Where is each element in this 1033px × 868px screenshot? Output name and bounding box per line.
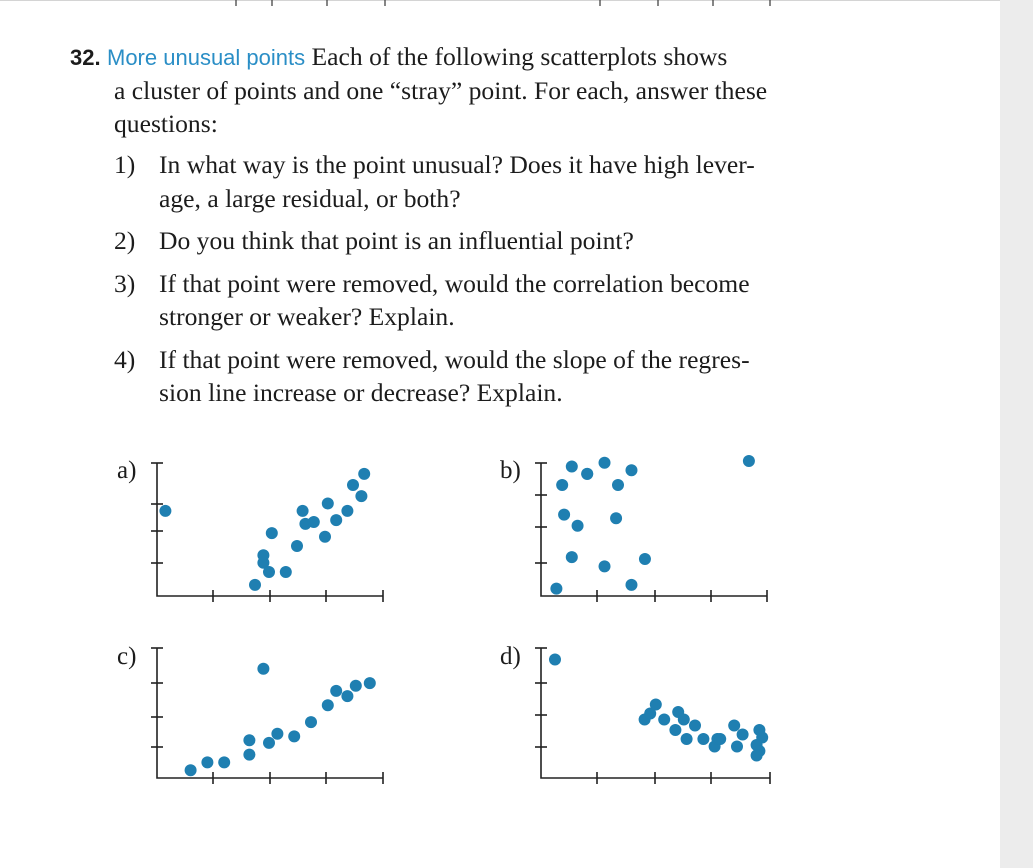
data-point	[330, 514, 342, 526]
data-point	[731, 741, 743, 753]
data-point	[263, 566, 275, 578]
data-point	[743, 455, 755, 467]
data-point	[159, 505, 171, 517]
data-point	[280, 566, 292, 578]
scatterplot-a	[151, 463, 383, 602]
data-point	[263, 737, 275, 749]
data-point	[678, 714, 690, 726]
data-point	[243, 734, 255, 746]
data-point	[271, 728, 283, 740]
plot-c-label: c)	[117, 643, 137, 670]
question-text-line-1: In what way is the point unusual? Does it have high lever-	[159, 150, 755, 179]
problem-intro-line-1: Each of the following scatterplots shows	[311, 42, 728, 71]
data-point	[689, 720, 701, 732]
plot-b-label: b)	[500, 457, 521, 484]
data-point	[697, 733, 709, 745]
data-point	[612, 479, 624, 491]
data-point	[639, 553, 651, 565]
question-number: 3)	[114, 268, 136, 298]
question-text-line-2: sion line increase or decrease? Explain.	[159, 378, 563, 407]
data-point	[650, 699, 662, 711]
data-point	[322, 498, 334, 510]
data-point	[599, 560, 611, 572]
data-point	[728, 720, 740, 732]
question-text-line-2: age, a large residual, or both?	[159, 183, 461, 213]
question-text-line-1: If that point were removed, would the slope of the regres-	[159, 344, 750, 374]
data-point	[218, 756, 230, 768]
question-text-line-1: If that point were removed, would the correlation become	[159, 268, 750, 298]
data-point	[243, 749, 255, 761]
data-point	[737, 729, 749, 741]
question-text-line-2: stronger or weaker? Explain.	[159, 302, 455, 331]
axes	[157, 648, 383, 778]
question-number: 4)	[114, 344, 136, 374]
plot-d-label: d)	[500, 643, 521, 670]
scatterplot-d	[535, 648, 770, 784]
data-point	[581, 468, 593, 480]
question-text-line-1: Do you think that point is an influential point?	[159, 226, 634, 255]
problem-intro-line-2: a cluster of points and one “stray” point. For each, answer these	[114, 76, 768, 105]
question-number: 1)	[114, 150, 136, 179]
data-point	[249, 579, 261, 591]
data-point	[330, 685, 342, 697]
data-point	[558, 509, 570, 521]
data-point	[364, 677, 376, 689]
data-point	[625, 579, 637, 591]
data-point	[305, 716, 317, 728]
data-point	[358, 468, 370, 480]
data-point	[658, 714, 670, 726]
data-point	[288, 730, 300, 742]
data-point	[355, 490, 367, 502]
data-point	[566, 461, 578, 473]
scatterplot-c	[151, 648, 383, 784]
scatterplot-b	[535, 455, 767, 602]
data-point	[257, 663, 269, 675]
problem-number: 32.	[70, 45, 101, 70]
data-point	[550, 583, 562, 595]
data-point	[291, 540, 303, 552]
page-margin	[1000, 0, 1033, 868]
data-point	[669, 724, 681, 736]
plot-a-label: a)	[117, 457, 137, 484]
data-point	[751, 750, 763, 762]
data-point	[308, 516, 320, 528]
data-point	[566, 551, 578, 563]
data-point	[599, 457, 611, 469]
data-point	[625, 464, 637, 476]
question-number: 2)	[114, 226, 136, 255]
data-point	[257, 549, 269, 561]
data-point	[185, 764, 197, 776]
data-point	[556, 479, 568, 491]
data-point	[201, 756, 213, 768]
data-point	[297, 505, 309, 517]
data-point	[347, 479, 359, 491]
data-point	[266, 527, 278, 539]
data-point	[322, 699, 334, 711]
data-point	[341, 690, 353, 702]
data-point	[549, 654, 561, 666]
data-point	[714, 733, 726, 745]
data-point	[350, 680, 362, 692]
data-point	[319, 531, 331, 543]
problem-intro-line-3: questions:	[114, 109, 218, 138]
data-point	[341, 505, 353, 517]
data-point	[572, 520, 584, 532]
data-point	[610, 512, 622, 524]
data-point	[681, 733, 693, 745]
problem-title: More unusual points	[107, 45, 306, 70]
